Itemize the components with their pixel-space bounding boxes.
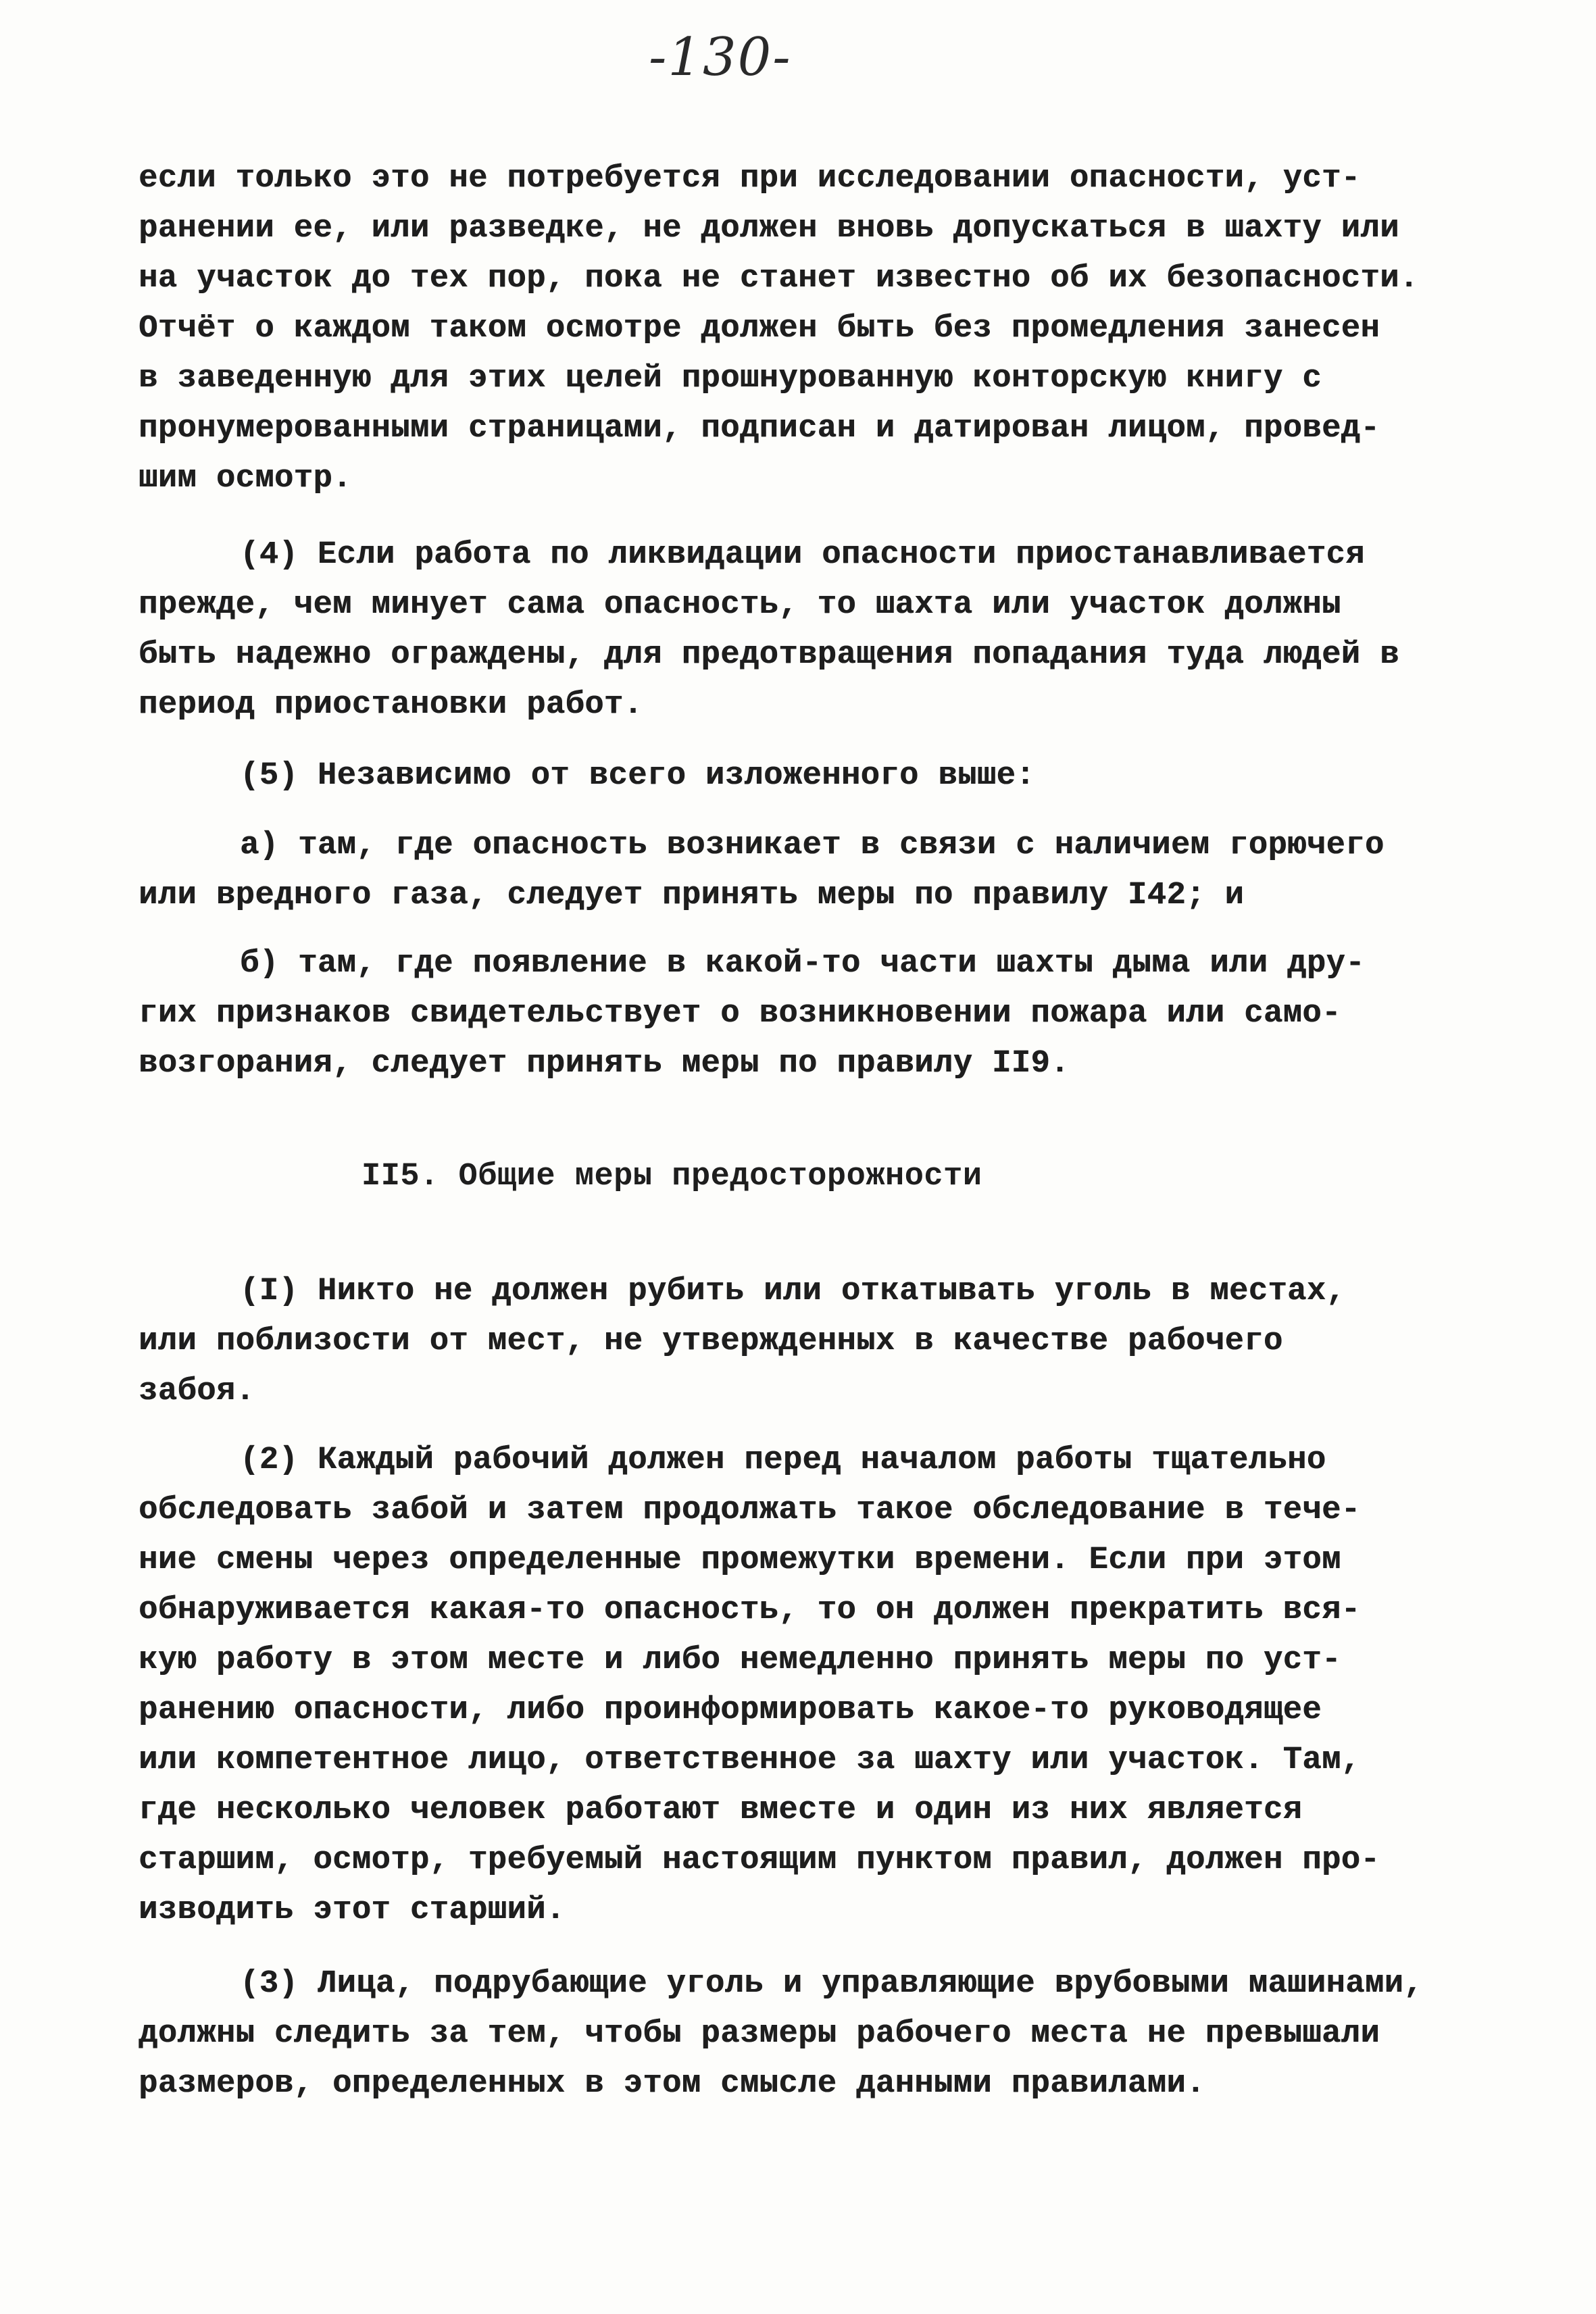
text-line: возгорания, следует принять меры по правилу II9. [139,1046,1070,1082]
text-line: старшим, осмотр, требуемый настоящим пунктом правил, должен про- [139,1842,1380,1878]
text-line: изводить этот старший. [139,1892,566,1928]
text-line: Отчёт о каждом таком осмотре должен быть без промедления занесен [139,311,1380,347]
text-line: быть надежно ограждены, для предотвращения попадания туда людей в [139,637,1399,673]
text-line: (3) Лица, подрубающие уголь и управляющие врубовыми машинами, [240,1966,1423,2002]
text-line: (4) Если работа по ликвидации опасности приостанавливается [240,537,1365,573]
section-115-paragraph-2 [139,1436,1490,1936]
text-line: или поблизости от мест, не утвержденных в качестве рабочего [139,1324,1283,1359]
section-115-paragraph-1 [139,1267,1490,1417]
paragraph-5-intro [139,751,1490,801]
section-heading: II5. Общие меры предосторожности [361,1159,982,1194]
text-line: или вредного газа, следует принять меры по правилу I42; и [139,878,1245,913]
text-line: ранении ее, или разведке, не должен вновь допускаться в шахту или [139,211,1399,247]
text-line: ранению опасности, либо проинформировать какое-то руководящее [139,1692,1322,1728]
text-line: или компетентное лицо, ответственное за шахту или участок. Там, [139,1742,1361,1778]
text-line: пронумерованными страницами, подписан и датирован лицом, провед- [139,411,1380,447]
text-line: шим осмотр. [139,461,352,497]
text-line: (I) Никто не должен рубить или откатывать уголь в местах, [240,1274,1346,1309]
text-line: размеров, определенных в этом смысле данными правилами. [139,2066,1205,2102]
paragraph-continuation [139,154,1490,504]
text-line: период приостановки работ. [139,687,643,723]
text-line: где несколько человек работают вместе и один из них является [139,1792,1303,1828]
text-line: б) там, где появление в какой-то части шахты дыма или дру- [240,946,1365,982]
paragraph-5b [139,939,1490,1089]
paragraph-5a [139,821,1490,921]
text-line: забоя. [139,1374,255,1409]
text-line: гих признаков свидетельствует о возникновении пожара или само- [139,996,1341,1032]
text-line: должны следить за тем, чтобы размеры рабочего места не превышали [139,2016,1380,2052]
text-line: ние смены через определенные промежутки времени. Если при этом [139,1542,1341,1578]
text-line: прежде, чем минует сама опасность, то шахта или участок должны [139,587,1341,623]
text-line: в заведенную для этих целей прошнурованную конторскую книгу с [139,361,1322,397]
text-line: (5) Независимо от всего изложенного выше: [240,758,1035,794]
text-line: кую работу в этом месте и либо немедленно принять меры по уст- [139,1642,1341,1678]
text-line: (2) Каждый рабочий должен перед началом работы тщательно [240,1442,1326,1478]
text-line: а) там, где опасность возникает в связи с наличием горючего [240,828,1385,863]
text-line: обследовать забой и затем продолжать такое обследование в тече- [139,1492,1361,1528]
text-line: обнаруживается какая-то опасность, то он должен прекратить вся- [139,1592,1361,1628]
paragraph-4 [139,530,1490,730]
text-line: на участок до тех пор, пока не станет известно об их безопасности. [139,261,1419,297]
text-line: если только это не потребуется при исследовании опасности, уст- [139,161,1361,197]
page-number: -130- [649,27,792,88]
section-115-paragraph-3 [139,1959,1490,2109]
